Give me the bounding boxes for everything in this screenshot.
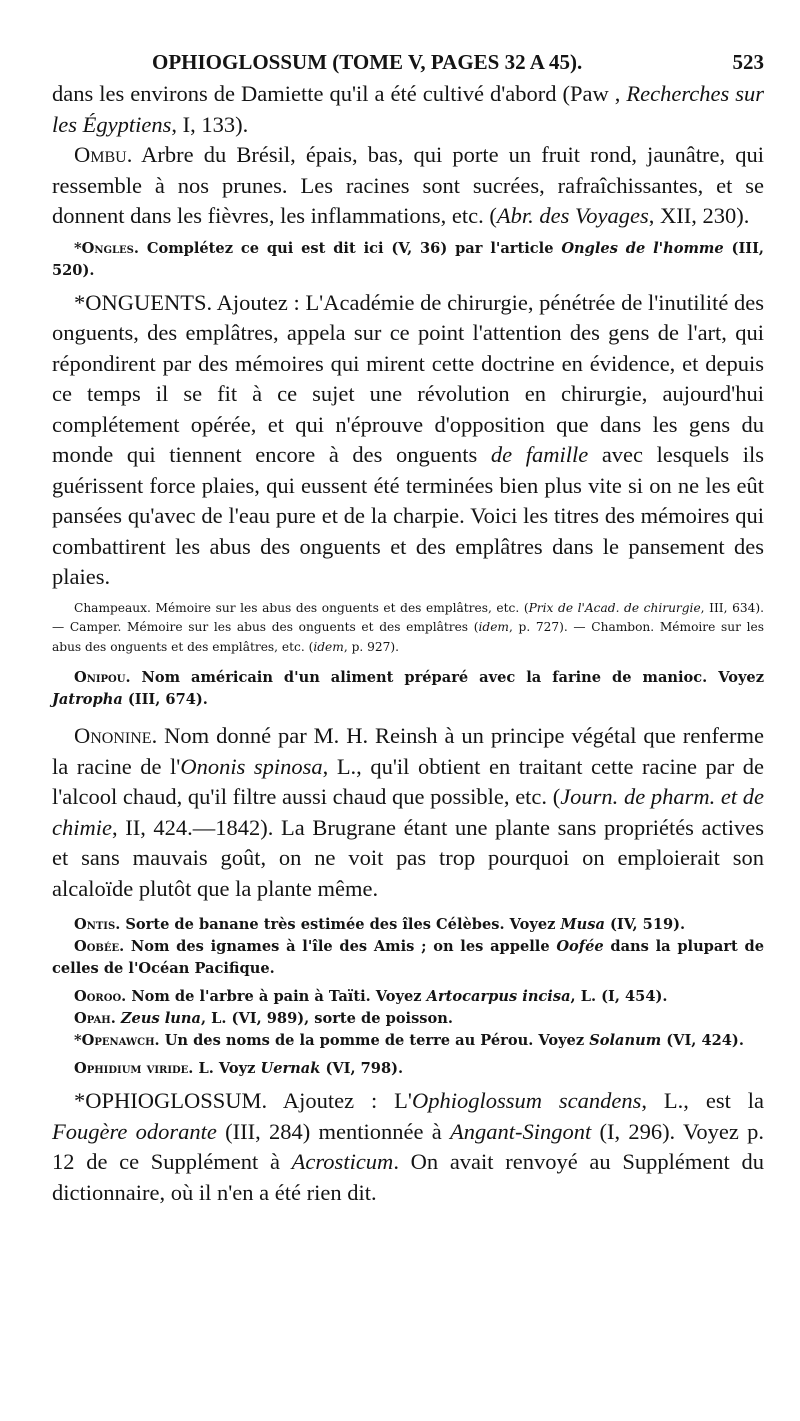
entry-ononine [52, 721, 764, 904]
text: (III, 520). [52, 239, 765, 279]
text: Arbre du Brésil, épais, bas, qui porte un fruit rond, jaunâtre, qui ressemble à nos prunes. Les racines sont sucrées, rafraîchissantes, et se donnent dans les fièvres, les inflammations, etc. ( [52, 142, 764, 228]
italic-text: Ongles de l'homme [561, 239, 724, 257]
running-header [152, 50, 764, 75]
entry-ophidium [52, 1058, 764, 1080]
italic-text: Jatropha [52, 691, 123, 708]
text: Champeaux. Mémoire sur les abus des onguents et des emplâtres, etc. ( [74, 600, 529, 615]
italic-text: Musa [560, 916, 605, 933]
paragraph-continuation [52, 79, 764, 140]
text: dans la plupart de celles de l'Océan Pacifique. [52, 938, 764, 977]
entry-headword: Ophidium viride. [74, 1060, 194, 1077]
text: , I, 133). [171, 111, 249, 137]
header-title [152, 50, 582, 75]
italic-text: Solanum [589, 1032, 662, 1049]
entry-headword: *Ongles. [74, 239, 139, 257]
italic-text: Prix de l'Acad. de chirurgie [528, 600, 701, 615]
italic-text: Artocarpus incisa [426, 988, 571, 1005]
entry-ontis [52, 914, 764, 936]
entry-headword: Onipou. [74, 669, 131, 686]
entry-ongles [52, 238, 764, 282]
text: Nom des ignames à l'île des Amis ; on les appelle [124, 938, 557, 955]
text: , II, 424.—1842). La Brugrane étant une plante sans propriétés actives et sans mauvais goût, on ne voit pas trop pourquoi on emploierait son alcaloïde plutôt que la plante même. [52, 814, 764, 901]
text: (III, 284) mentionnée à [216, 1118, 450, 1144]
italic-text: Ophioglossum scandens [411, 1088, 642, 1113]
text: Sorte de banane très estimée des îles Célèbes. Voyez [120, 916, 561, 933]
text: Ajoutez : L'Académie de chirurgie, pénétrée de l'inutilité des onguents, des emplâtres, appela sur ce point l'attention des gens de l'art, qui répondirent par des mémoires qui mirent cette doctrine en évidence, et depuis ce temps il se fit à ce sujet une révolution en chirurgie, aujourd'hui complétement opérée, et qui n'éprouve d'opposition que dans les gens du monde qui tiennent encore à des onguents [52, 289, 764, 467]
italic-text: Oofée [556, 938, 604, 955]
text: , III, 634). — Camper. Mémoire sur les abus des onguents et des emplâtres ( [52, 600, 764, 634]
entry-ooroo [52, 986, 764, 1008]
italic-text: Angant-Singont [449, 1118, 592, 1144]
text: . On avait renvoyé au Supplément du dictionnaire, où il n'en a été rien dit. [52, 1149, 765, 1205]
text: (IV, 519). [604, 916, 686, 933]
entry-openawch [52, 1030, 764, 1052]
entry-headword: Ombu. [74, 142, 133, 167]
entry-headword: *Openawch. [74, 1032, 160, 1049]
italic-text: Fougère odorante [52, 1118, 217, 1144]
text: , L., qu'il obtient en traitant cette racine par de l'alcool chaud, qu'il filtre aussi chaud que possible, etc. ( [52, 753, 764, 809]
header-title-range: (TOME V, PAGES 32 A 45). [332, 50, 583, 74]
entry-onguents [52, 288, 764, 593]
entry-ophioglossum [52, 1086, 764, 1208]
text: Complétez ce qui est dit ici (V, 36) par l'article [138, 239, 562, 257]
text: Nom américain d'un aliment préparé avec la farine de manioc. Voyez [130, 669, 764, 686]
italic-text: de famille [490, 442, 589, 467]
entry-references [52, 599, 764, 658]
italic-text: Acrosticum [291, 1149, 394, 1174]
page-number: 523 [732, 50, 764, 74]
text: , L. (I, 454). [570, 988, 668, 1005]
text: , p. 927). [343, 639, 400, 654]
italic-text: Abr. des Voyages [496, 203, 649, 228]
text: (VI, 798). [320, 1060, 404, 1077]
entry-headword: *ONGUENTS. [74, 289, 213, 315]
italic-text: idem [478, 620, 509, 634]
text: L. Voyz [193, 1060, 261, 1077]
text: Ajoutez : L' [267, 1088, 412, 1113]
text: Nom donné par M. H. Reinsh à un principe végétal que renferme la racine de l' [52, 723, 764, 779]
italic-text: Recherches sur les Égyptiens [52, 81, 764, 137]
text: , p. 727). — Chambon. Mémoire sur les abus des onguents et des emplâtres, etc. ( [52, 620, 764, 654]
text: Nom de l'arbre à pain à Taïti. Voyez [126, 988, 427, 1005]
italic-text: Journ. de pharm. et de chimie [52, 784, 764, 840]
entry-onipou [52, 667, 764, 711]
entry-headword: Ononine. [74, 723, 158, 748]
entry-headword: *OPHIOGLOSSUM. [74, 1088, 268, 1113]
text: dans les environs de Damiette qu'il a été cultivé d'abord (Paw , [52, 81, 621, 106]
italic-text: Uernak [260, 1060, 321, 1077]
entry-ombu [52, 140, 764, 232]
text: , XII, 230). [648, 203, 750, 228]
italic-text: Ononis spinosa [180, 753, 323, 779]
text: (I, 296). Voyez p. 12 de ce Supplément à [52, 1118, 764, 1174]
text: (VI, 424). [661, 1032, 744, 1049]
text: avec lesquels ils guérissent force plaies, qui eussent été terminées bien plus vite si on ne les eût pansées qu'avec de l'eau pure et de la charpie. Voici les titres des mémoires qui combattirent les abus des onguents et des emplâtres dans le pansement des plaies. [52, 442, 764, 589]
text: , L. (VI, 989), sorte de poisson. [200, 1010, 453, 1027]
text: , L., est la [641, 1088, 764, 1113]
italic-text: idem [313, 639, 344, 654]
entry-headword: Ontis. [74, 916, 121, 933]
entry-headword: Opah. [74, 1010, 116, 1027]
entry-oobee [52, 936, 764, 980]
entry-headword: Oobée. [74, 938, 125, 955]
header-title-main: OPHIOGLOSSUM [152, 50, 328, 74]
text: Un des noms de la pomme de terre au Pérou. Voyez [159, 1032, 590, 1049]
italic-text: Zeus luna [120, 1010, 201, 1027]
text: (III, 674). [122, 691, 208, 708]
entry-headword: Ooroo. [74, 988, 127, 1005]
entry-opah [52, 1008, 764, 1030]
